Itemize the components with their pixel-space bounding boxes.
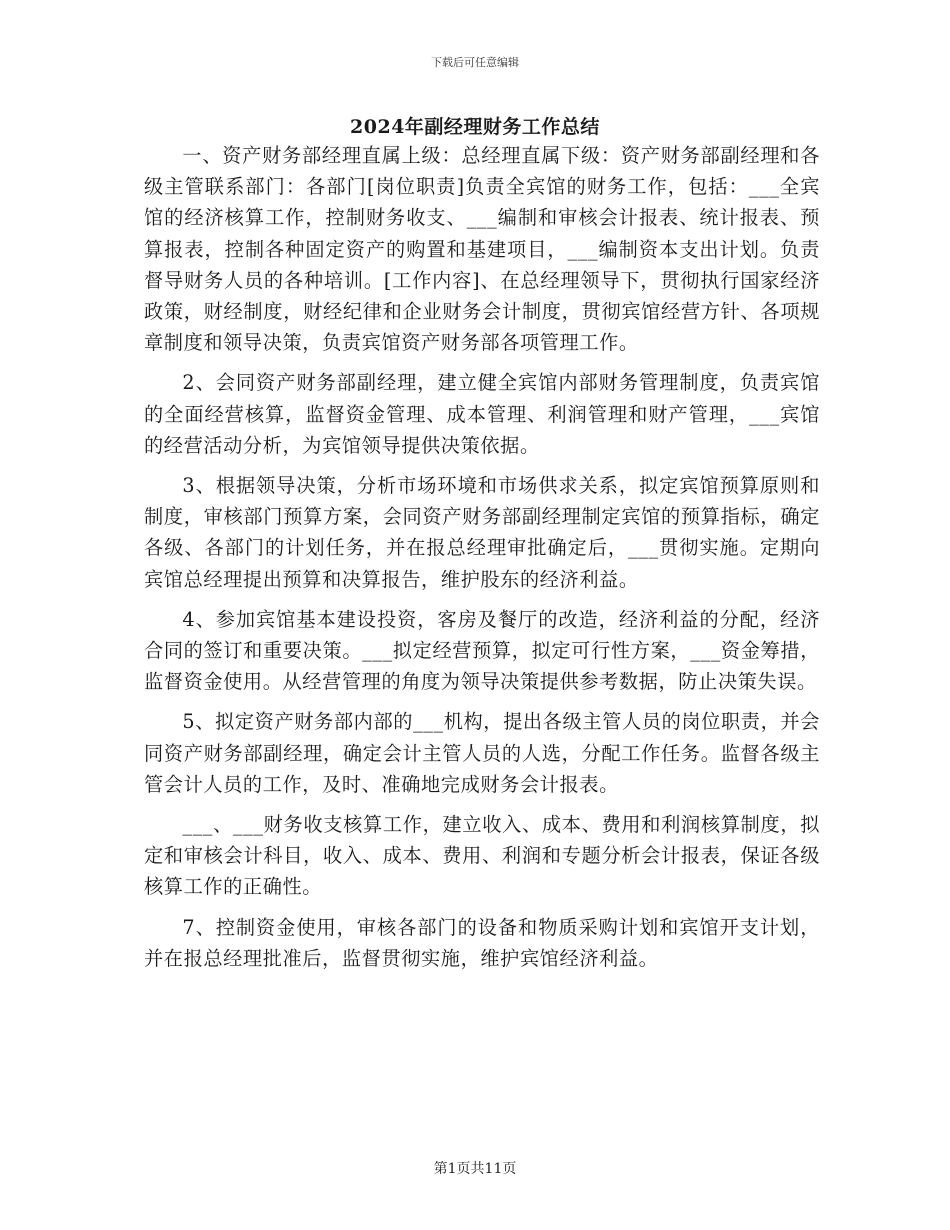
paragraph-4: 4、参加宾馆基本建设投资，客房及餐厅的改造，经济利益的分配，经济合同的签订和重要决策。___拟定经营预算，拟定可行性方案，___资金筹措，监督资金使用。从经营管理的角度为领导决策提供参考数据，防止决策失误。 (144, 607, 820, 694)
page-number: 第1页共11页 (433, 1161, 517, 1177)
paragraph-6: ___、___财务收支核算工作，建立收入、成本、费用和利润核算制度，拟定和审核会计科目，收入、成本、费用、利润和专题分析会计报表，保证各级核算工作的正确性。 (144, 813, 820, 899)
paragraph-3: 3、根据领导决策，分析市场环境和市场供求关系，拟定宾馆预算原则和制度，审核部门预算方案，会同资产财务部副经理制定宾馆的预算指标，确定各级、各部门的计划任务，并在报总经理审批确定后，___贯彻实施。定期向宾馆总经理提出预算和决算报告，维护股东的经济利益。 (144, 474, 820, 591)
paragraph-1: 一、资产财务部经理直属上级：总经理直属下级：资产财务部副经理和各级主管联系部门：各部门[岗位职责]负责全宾馆的财务工作，包括：___全宾馆的经济核算工作，控制财务收支、___编制和审核会计报表、统计报表、预算报表，控制各种固定资产的购置和基建项目，___编制资本支出计划。负责督导财务人员的各种培训。[工作内容]、在总经理领导下，贯彻执行国家经济政策，财经制度，财经纪律和企业财务会计制度，贯彻宾馆经营方针、各项规章制度和领导决策，负责宾馆资产财务部各项管理工作。 (144, 144, 820, 355)
header-note: 下载后可任意编辑 (431, 56, 519, 69)
paragraph-2: 2、会同资产财务部副经理，建立健全宾馆内部财务管理制度，负责宾馆的全面经营核算，监督资金管理、成本管理、利润管理和财产管理，___宾馆的经营活动分析，为宾馆领导提供决策依据。 (144, 371, 820, 457)
paragraph-7: 7、控制资金使用，审核各部门的设备和物质采购计划和宾馆开支计划，并在报总经理批准后，监督贯彻实施，维护宾馆经济利益。 (144, 915, 820, 970)
document-body (144, 140, 820, 983)
document-title: 2024年副经理财务工作总结 (350, 116, 600, 138)
paragraph-5: 5、拟定资产财务部内部的___机构，提出各级主管人员的岗位职责，并会同资产财务部副经理，确定会计主管人员的人选，分配工作任务。监督各级主管会计人员的工作，及时、准确地完成财务会计报表。 (144, 710, 820, 796)
